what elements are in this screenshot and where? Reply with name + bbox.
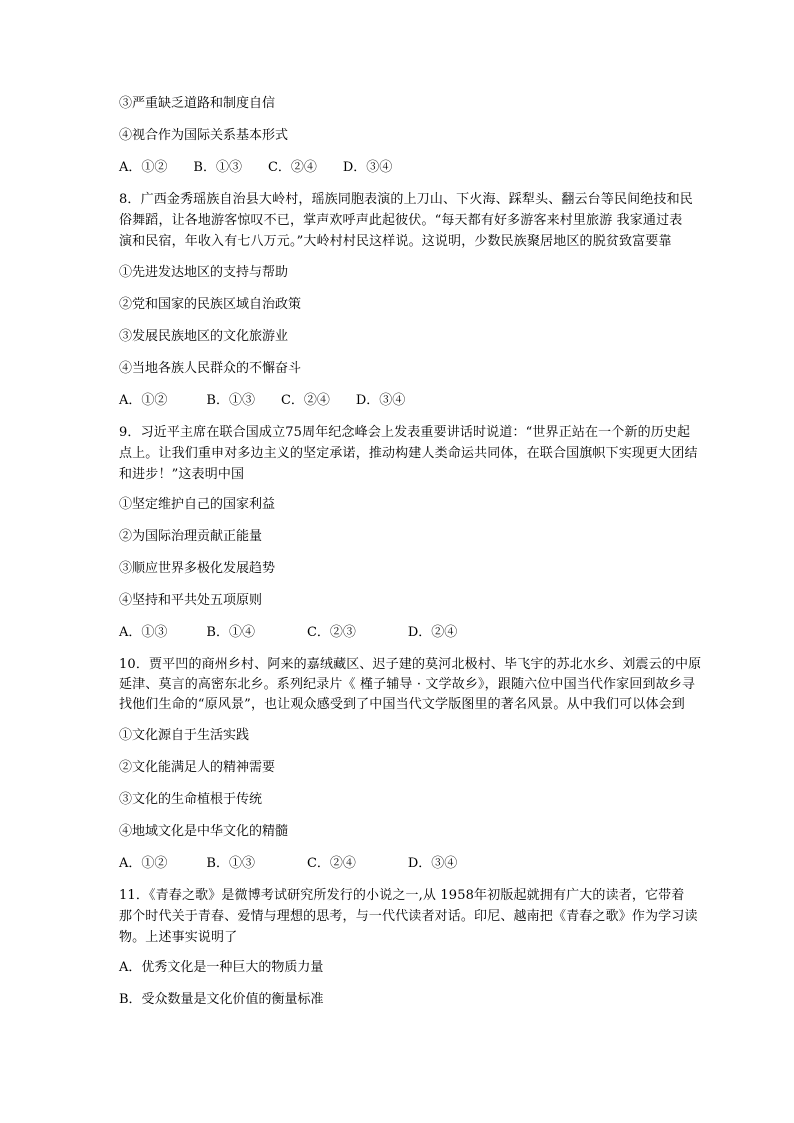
q9-stem-line-3: 和进步！”这表明中国: [119, 467, 245, 482]
q8-option-4: ④当地各族人民群众的不懈奋斗: [119, 361, 302, 376]
q10-stem-line-2: 延津、莫言的高密东北乡。系列纪录片《 槿子辅导 · 文学故乡》，跟随六位中国当代作家回到故乡寻: [119, 677, 696, 692]
q11-option-a: A．优秀文化是一种巨大的物质力量: [119, 960, 324, 975]
q11-stem-line-1: 11．《青春之歌》是微博考试研究所发行的小说之一,从 1958年初版起就拥有广大的读者，它带着: [119, 888, 685, 903]
q7-option-3: ③严重缺乏道路和制度自信: [119, 96, 276, 111]
q9-option-3: ③顺应世界多极化发展趋势: [119, 561, 276, 576]
q10-choices: A．①② B．①③ C．②④ D．③④: [119, 856, 458, 871]
q9-option-4: ④坚持和平共处五项原则: [119, 593, 263, 608]
q11-stem-line-2: 那个时代关于青春、爱情与理想的思考，与一代代读者对话。印尼、越南把《青春之歌》作为学习读: [119, 909, 698, 924]
q8-option-3: ③发展民族地区的文化旅游业: [119, 329, 289, 344]
q9-stem-line-2: 点上。让我们重申对多边主义的坚定承诺，推动构建人类命运共同体，在联合国旗帜下实现更大团结: [119, 446, 698, 461]
q8-stem-line-3: 演和民宿，年收入有七八万元。”大岭村村民这样说。这说明，少数民族聚居地区的脱贫致富要靠: [119, 234, 672, 249]
q11-stem-line-3: 物。上述事实说明了: [119, 930, 238, 945]
q8-choices: A．①② B．①③ C．②④ D．③④: [119, 393, 406, 408]
q8-stem-line-1: 8．广西金秀瑶族自治县大岭村，瑶族同胞表演的上刀山、下火海、踩犁头、翻云台等民间绝技和民: [119, 192, 693, 207]
q10-option-3: ③文化的生命植根于传统: [119, 792, 263, 807]
q9-choices: A．①③ B．①④ C．②③ D．②④: [119, 625, 458, 640]
q10-option-1: ①文化源自于生活实践: [119, 728, 250, 743]
q11-option-b: B．受众数量是文化价值的衡量标准: [119, 992, 324, 1007]
q9-option-2: ②为国际治理贡献正能量: [119, 529, 263, 544]
q8-option-1: ①先进发达地区的支持与帮助: [119, 265, 289, 280]
q10-option-4: ④地域文化是中华文化的精髓: [119, 824, 289, 839]
q7-option-4: ④视合作为国际关系基本形式: [119, 128, 289, 143]
q10-option-2: ②文化能满足人的精神需要: [119, 760, 276, 775]
q10-stem-line-1: 10．贾平凹的商州乡村、阿来的嘉绒藏区、迟子建的莫河北极村、毕飞宇的苏北水乡、刘震云的中原: [119, 657, 702, 672]
q8-stem-line-2: 俗舞蹈，让各地游客惊叹不已，掌声欢呼声此起彼伏。“每天都有好多游客来村里旅游 我家通过表: [119, 213, 683, 228]
q9-option-1: ①坚定维护自己的国家利益: [119, 497, 276, 512]
q8-option-2: ②党和国家的民族区域自治政策: [119, 297, 302, 312]
q10-stem-line-3: 找他们生命的“原风景”，也让观众感受到了中国当代文学版图里的著名风景。从中我们可以体会到: [119, 697, 685, 712]
q9-stem-line-1: 9．习近平主席在联合国成立75周年纪念峰会上发表重要讲话时说道：“世界正站在一个新的历史起: [119, 425, 691, 440]
q7-choices: A．①② B．①③ C．②④ D．③④: [119, 160, 393, 175]
